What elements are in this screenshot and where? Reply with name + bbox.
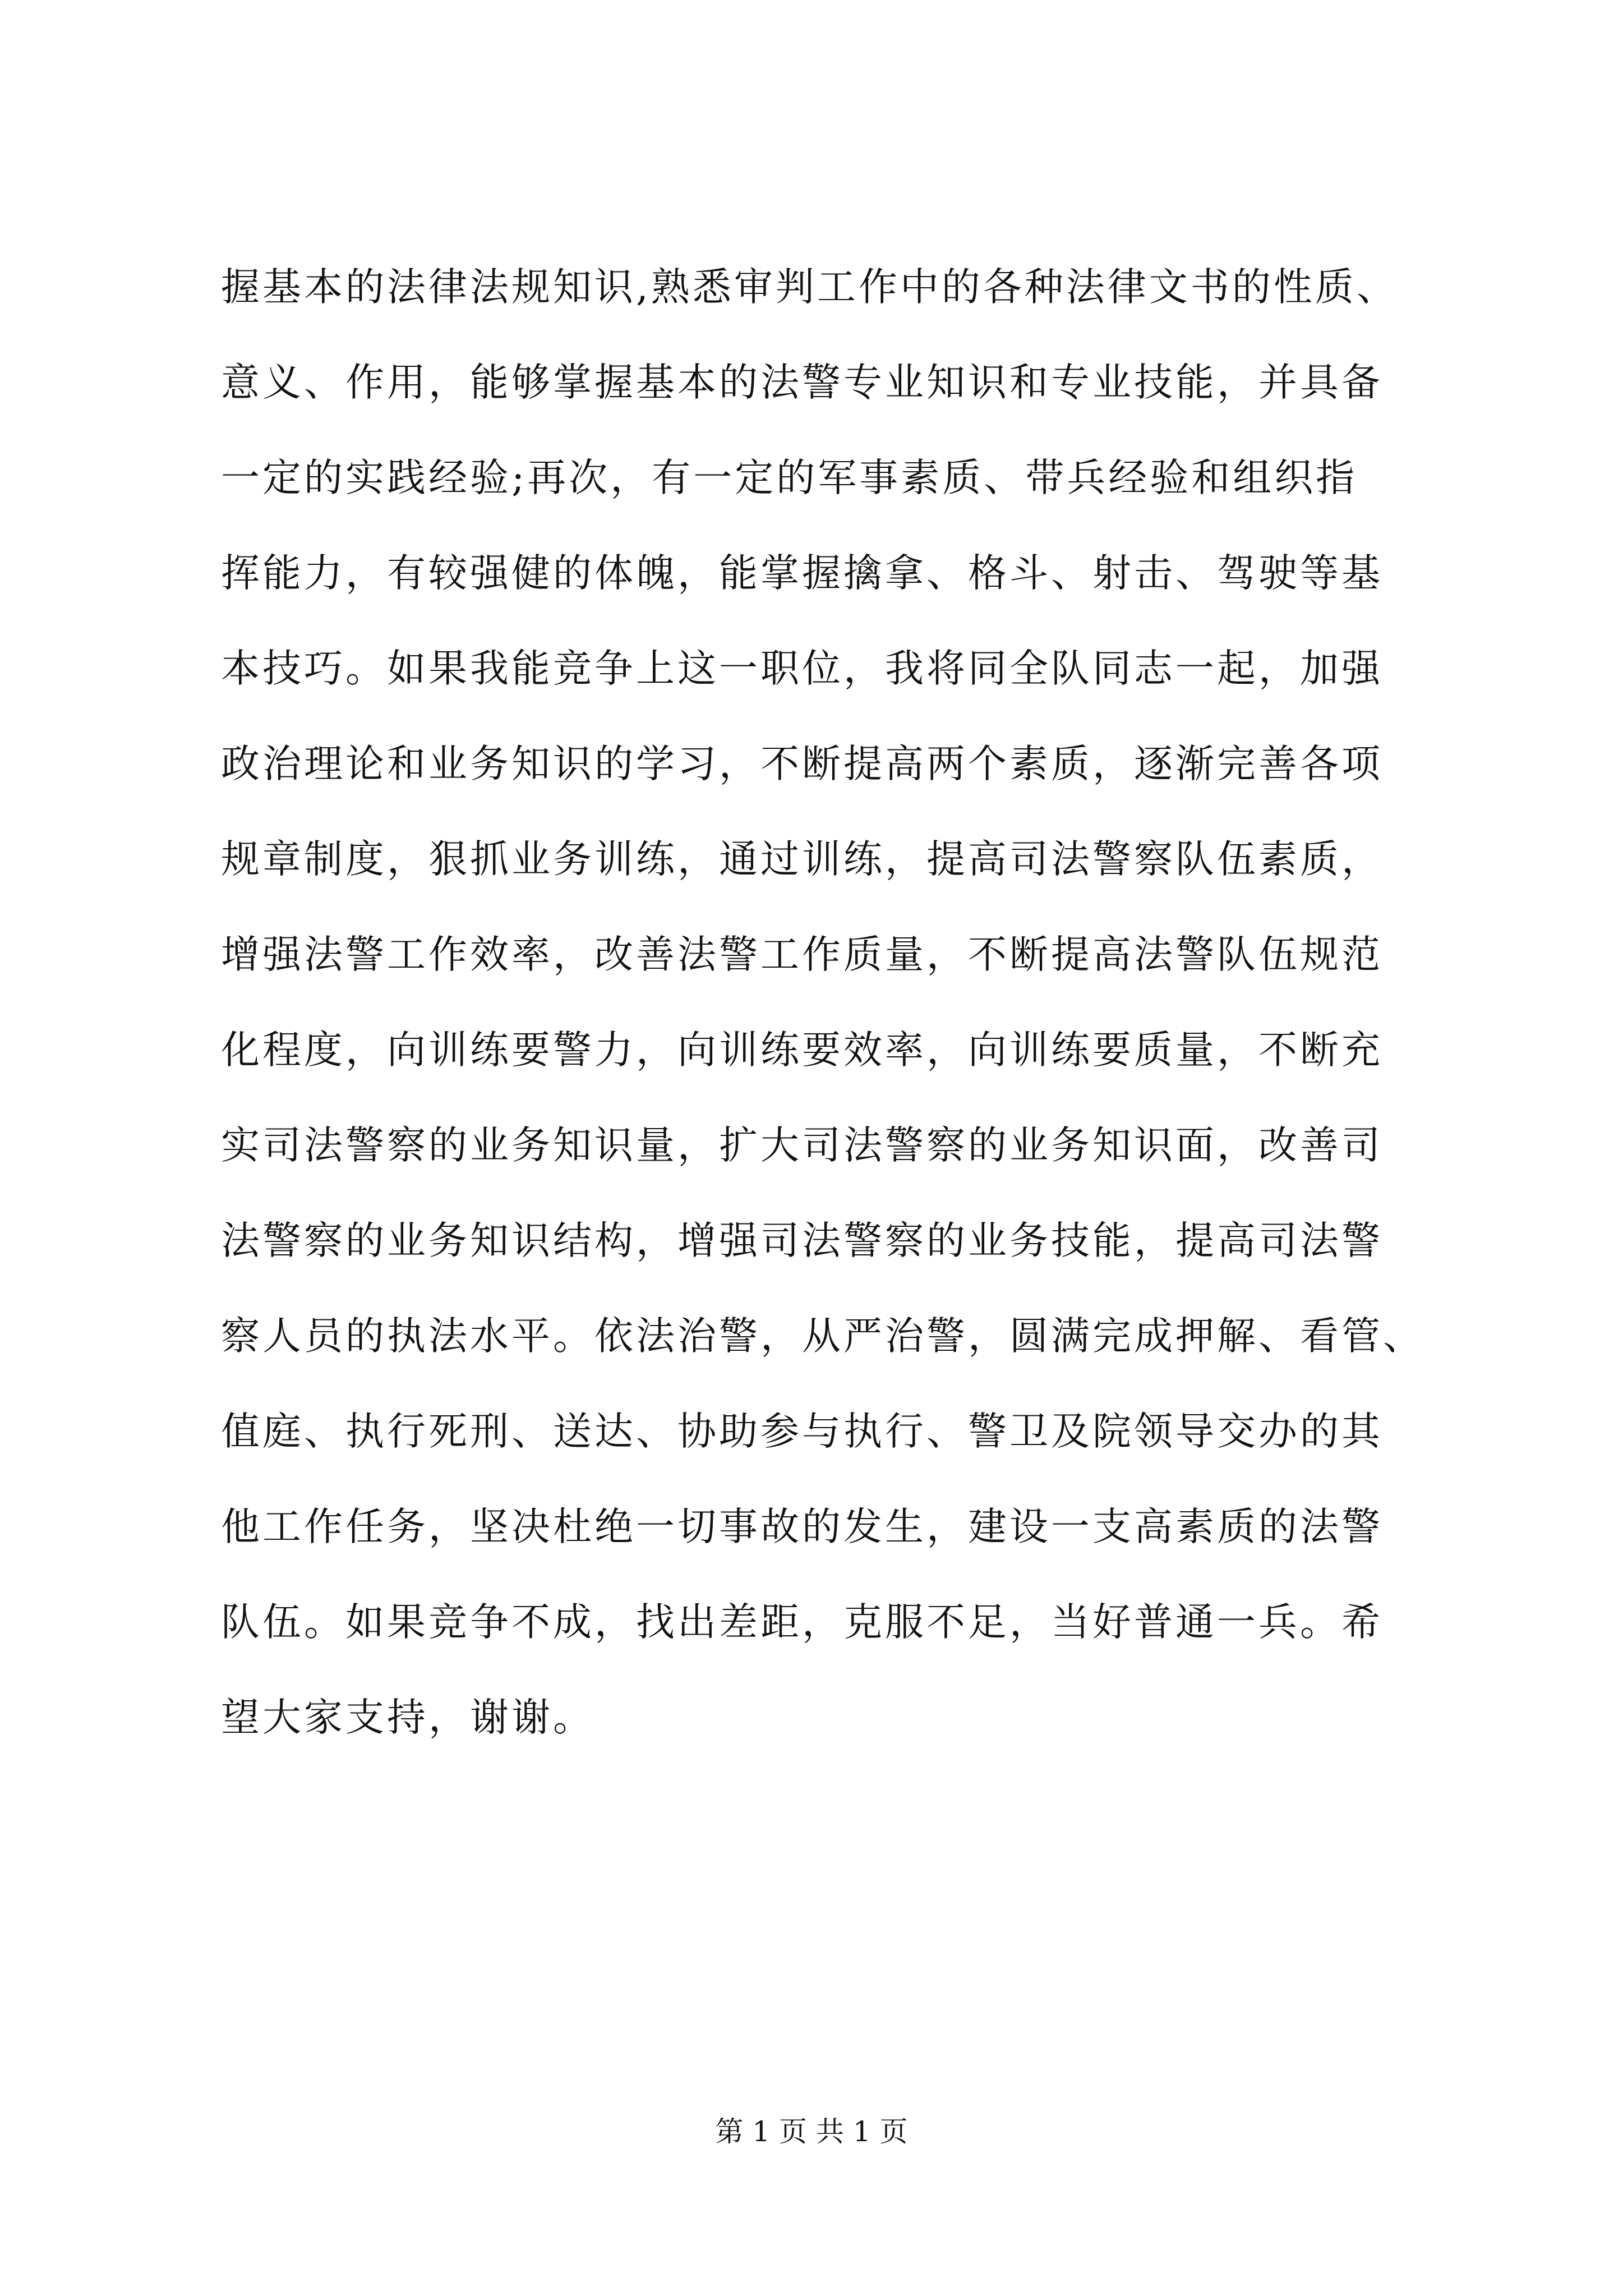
text-line: 意义、作用，能够掌握基本的法警专业知识和专业技能，并具备 bbox=[221, 360, 1383, 405]
text-line: 望大家支持，谢谢。 bbox=[221, 1695, 594, 1740]
text-line: 实司法警察的业务知识量，扩大司法警察的业务知识面，改善司 bbox=[221, 1123, 1383, 1168]
text-line: 增强法警工作效率，改善法警工作质量，不断提高法警队伍规范 bbox=[221, 932, 1383, 977]
text-line: 握基本的法律法规知识,熟悉审判工作中的各种法律文书的性质、 bbox=[221, 265, 1398, 310]
text-line: 察人员的执法水平。依法治警，从严治警，圆满完成押解、看管、 bbox=[221, 1314, 1424, 1359]
text-line: 法警察的业务知识结构，增强司法警察的业务技能，提高司法警 bbox=[221, 1218, 1383, 1263]
text-line: 队伍。如果竞争不成，找出差距，克服不足，当好普通一兵。希 bbox=[221, 1600, 1383, 1645]
text-line: 本技巧。如果我能竞争上这一职位，我将同全队同志一起，加强 bbox=[221, 646, 1383, 691]
text-line: 挥能力，有较强健的体魄，能掌握擒拿、格斗、射击、驾驶等基 bbox=[221, 551, 1383, 596]
text-line: 规章制度，狠抓业务训练，通过训练，提高司法警察队伍素质， bbox=[221, 837, 1383, 882]
body-text bbox=[221, 264, 1472, 1789]
text-line: 政治理论和业务知识的学习，不断提高两个素质，逐渐完善各项 bbox=[221, 742, 1383, 786]
text-line: 值庭、执行死刑、送达、协助参与执行、警卫及院领导交办的其 bbox=[221, 1409, 1383, 1454]
text-line: 化程度，向训练要警力，向训练要效率，向训练要质量，不断充 bbox=[221, 1028, 1383, 1073]
text-line: 一定的实践经验;再次，有一定的军事素质、带兵经验和组织指 bbox=[221, 455, 1358, 500]
text-line: 他工作任务，坚决杜绝一切事故的发生，建设一支高素质的法警 bbox=[221, 1504, 1383, 1549]
page-footer: 第 1 页 共 1 页 bbox=[715, 2115, 908, 2148]
